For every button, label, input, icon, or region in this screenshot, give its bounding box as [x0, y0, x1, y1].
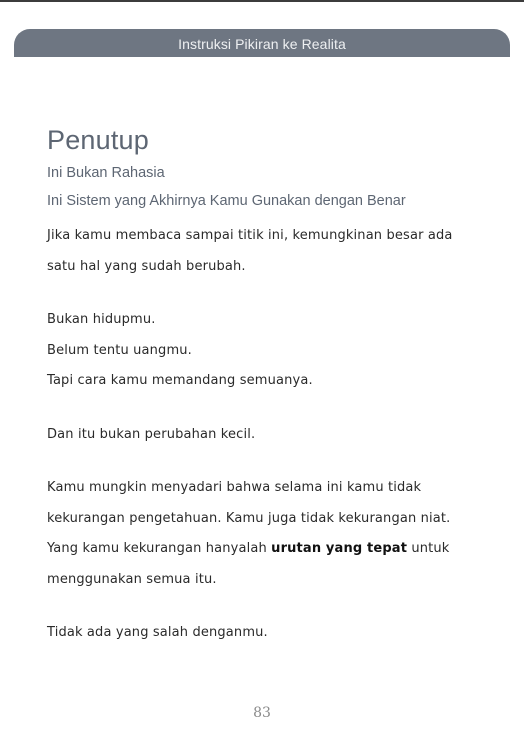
- body-line: menggunakan semua itu.: [47, 571, 217, 587]
- page-number: 83: [253, 705, 271, 721]
- paragraph-change: [47, 305, 487, 397]
- top-rule: [0, 0, 524, 2]
- body-line: kekurangan pengetahuan. Kamu juga tidak kekurangan niat.: [47, 510, 451, 526]
- running-header: [14, 29, 510, 57]
- page-content: [47, 122, 487, 649]
- body-line: Jika kamu membaca sampai titik ini, kemungkinan besar ada: [47, 228, 453, 243]
- body-line: Tapi cara kamu memandang semuanya.: [47, 373, 313, 388]
- paragraph-gap: [47, 595, 487, 618]
- body-line: Kamu mungkin menyadari bahwa selama ini kamu tidak: [47, 480, 422, 495]
- chapter-subtitle-secondary: Ini Sistem yang Akhirnya Kamu Gunakan dengan Benar: [47, 193, 406, 209]
- body-line: Belum tentu uangmu.: [47, 342, 192, 358]
- body-line: Bukan hidupmu.: [47, 312, 156, 327]
- running-header-title: Instruksi Pikiran ke Realita: [178, 35, 346, 52]
- paragraph-opening: [47, 221, 487, 282]
- paragraph-gap: [47, 397, 487, 420]
- chapter-title: Penutup: [47, 125, 149, 155]
- emphasis-text: urutan yang tepat: [271, 541, 408, 556]
- body-text-fragment: untuk: [407, 541, 450, 556]
- body-line: Dan itu bukan perubahan kecil.: [47, 426, 256, 442]
- body-line-with-emphasis: [47, 534, 487, 565]
- body-line: satu hal yang sudah berubah.: [47, 258, 246, 274]
- paragraph-reassurance: [47, 618, 487, 649]
- body-line: Tidak ada yang salah denganmu.: [47, 625, 268, 640]
- chapter-subtitle: Ini Bukan Rahasia: [47, 165, 165, 181]
- paragraph-gap: [47, 282, 487, 305]
- paragraph-gap: [47, 450, 487, 473]
- paragraph-order: [47, 473, 487, 595]
- paragraph-not-small: [47, 420, 487, 451]
- body-text-fragment: Yang kamu kekurangan hanyalah: [47, 541, 272, 556]
